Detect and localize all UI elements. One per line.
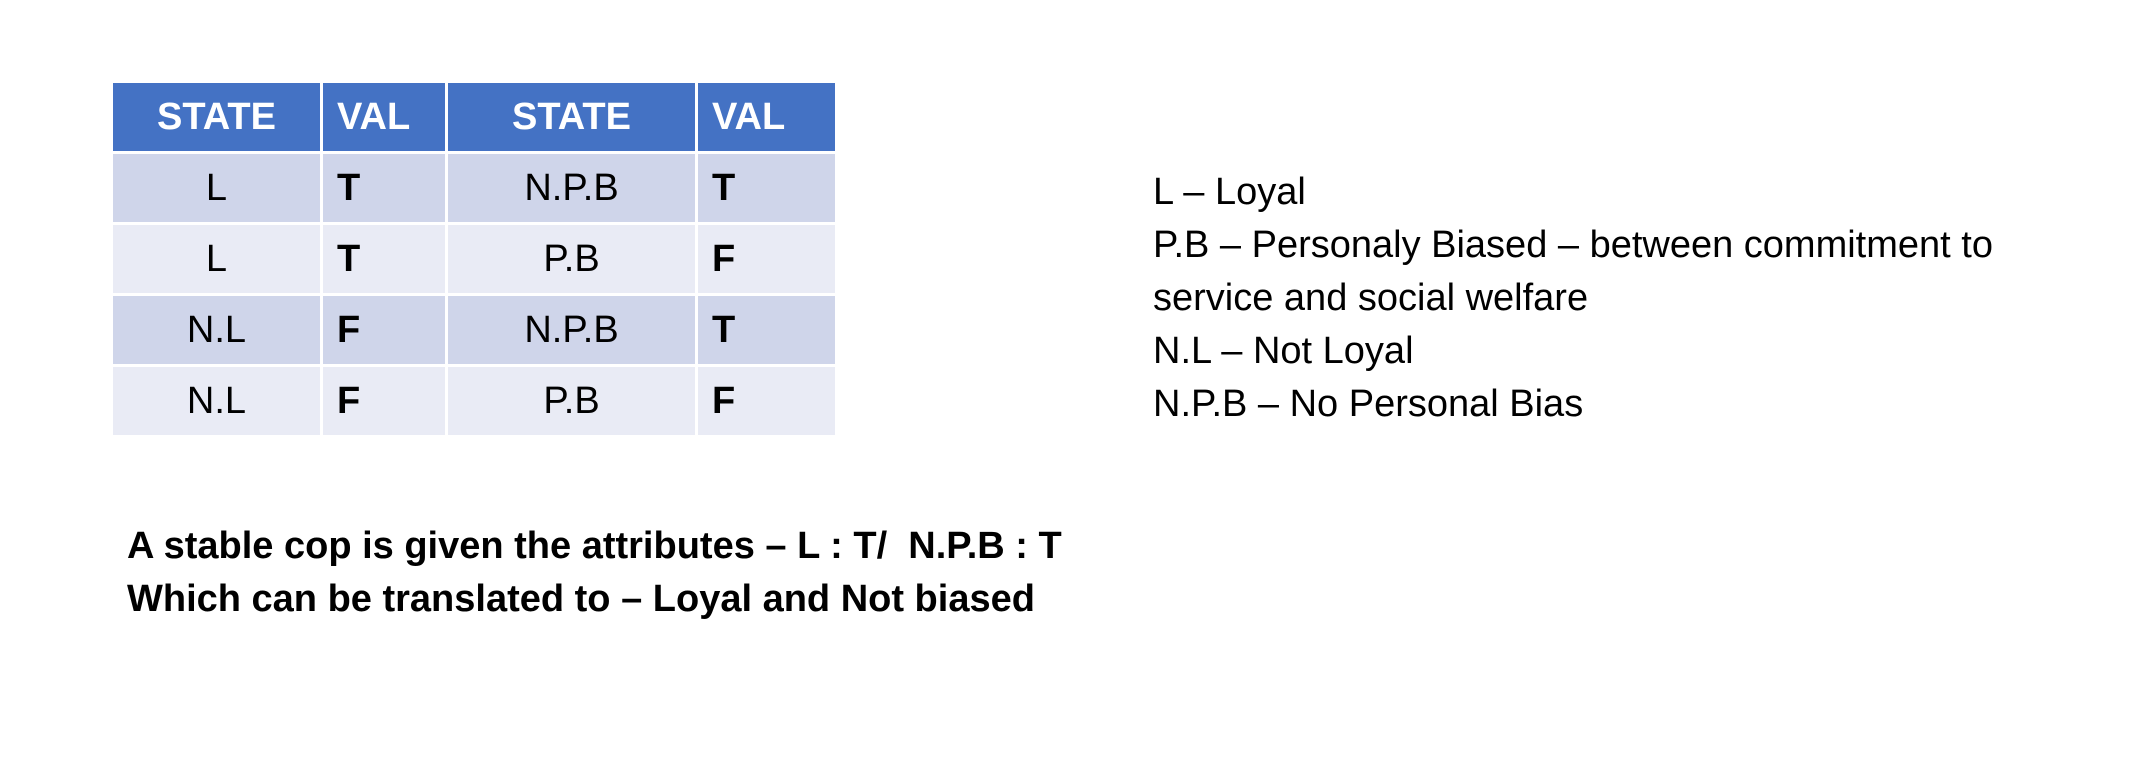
table-cell: N.P.B bbox=[447, 153, 697, 224]
table-cell: L bbox=[112, 224, 322, 295]
summary-text bbox=[127, 520, 1062, 626]
table-row bbox=[112, 153, 837, 224]
table-row bbox=[112, 366, 837, 437]
abbreviation-legend bbox=[1153, 166, 2093, 431]
table-cell: L bbox=[112, 153, 322, 224]
table-cell: N.L bbox=[112, 295, 322, 366]
table-header-row bbox=[112, 82, 837, 153]
legend-line-not-loyal: N.L – Not Loyal bbox=[1153, 330, 1414, 372]
table-cell: P.B bbox=[447, 224, 697, 295]
legend-line-personaly-biased-cont: service and social welfare bbox=[1153, 277, 1589, 319]
header-state-1: STATE bbox=[112, 82, 322, 153]
table-row bbox=[112, 295, 837, 366]
table-cell: T bbox=[322, 153, 447, 224]
header-state-2: STATE bbox=[447, 82, 697, 153]
summary-line-attributes: A stable cop is given the attributes – L : T/ N.P.B : T bbox=[127, 525, 1062, 567]
table-cell: N.P.B bbox=[447, 295, 697, 366]
legend-line-no-personal-bias: N.P.B – No Personal Bias bbox=[1153, 383, 1584, 425]
table-cell: F bbox=[322, 366, 447, 437]
table-cell: N.L bbox=[112, 366, 322, 437]
header-val-1: VAL bbox=[322, 82, 447, 153]
table-cell: T bbox=[697, 153, 837, 224]
table-cell: T bbox=[697, 295, 837, 366]
legend-line-loyal: L – Loyal bbox=[1153, 171, 1306, 213]
summary-line-translation: Which can be translated to – Loyal and Not biased bbox=[127, 578, 1035, 620]
state-value-table bbox=[110, 80, 838, 438]
table-cell: P.B bbox=[447, 366, 697, 437]
table-cell: T bbox=[322, 224, 447, 295]
header-val-2: VAL bbox=[697, 82, 837, 153]
table-cell: F bbox=[697, 224, 837, 295]
table-cell: F bbox=[697, 366, 837, 437]
table-cell: F bbox=[322, 295, 447, 366]
legend-line-personaly-biased: P.B – Personaly Biased – between commitment to bbox=[1153, 224, 1993, 266]
table-row bbox=[112, 224, 837, 295]
